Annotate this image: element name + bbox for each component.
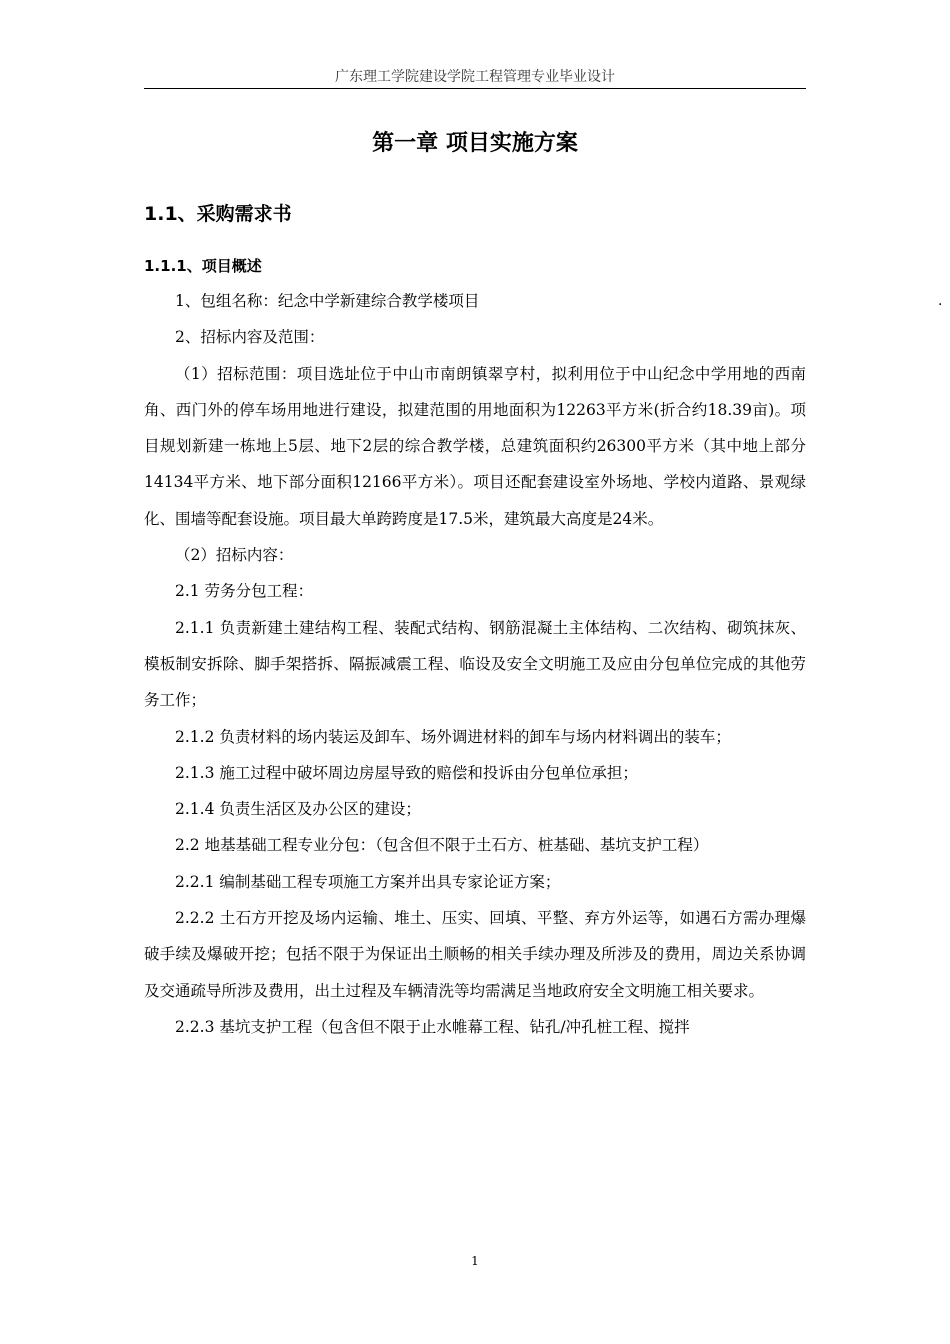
paragraph-2-1-4: 2.1.4 负责生活区及办公区的建设； xyxy=(175,800,421,819)
subsection-heading: 1.1.1、项目概述 xyxy=(144,257,262,275)
paragraph-2-1-1: 2.1.1 负责新建土建结构工程、装配式结构、钢筋混凝土主体结构、二次结构、砌筑抹灰、模板制安拆除、脚手架搭拆、隔振减震工程、临设及安全文明施工及应由分包单位完成的其他劳务工作； xyxy=(144,618,806,710)
paragraph-labor-subcontract: 2.1 劳务分包工程： xyxy=(175,582,314,601)
section-heading: 1.1、采购需求书 xyxy=(144,203,292,225)
edge-mark: · xyxy=(938,297,943,313)
paragraph-2-2: 2.2 地基基础工程专业分包：（包含但不限于土石方、桩基础、基坑支护工程） xyxy=(175,836,709,855)
paragraph-tender-scope: （1）招标范围：项目选址位于中山市南朗镇翠亨村，拟利用位于中山纪念中学用地的西南角、西门外的停车场用地进行建设，拟建范围的用地面积为12263平方米(折合约18.39亩)。项目规划新建一栋地上5层、地下2层的综合教学楼，总建筑面积约26300平方米（其中地上部分14134平方米、地下部分面积12166平方米）。项目还配套建设室外场地、学校内道路、景观绿化、围墙等配套设施。项目最大单跨跨度是17.5米，建筑最大高度是24米。 xyxy=(144,364,806,528)
body-text xyxy=(144,283,806,1045)
chapter-title: 第一章 项目实施方案 xyxy=(372,131,578,156)
paragraph-2-2-3: 2.2.3 基坑支护工程（包含但不限于止水帷幕工程、钻孔/冲孔桩工程、搅拌 xyxy=(175,1017,690,1036)
paragraph-2-2-1: 2.2.1 编制基础工程专项施工方案并出具专家论证方案； xyxy=(175,872,561,891)
page-header: 广东理工学院建设学院工程管理专业毕业设计 xyxy=(144,66,806,89)
paragraph-2-1-2: 2.1.2 负责材料的场内装运及卸车、场外调进材料的卸车与场内材料调出的装车； xyxy=(175,727,731,746)
paragraph-scope-heading: 2、招标内容及范围： xyxy=(175,328,325,347)
paragraph-2-2-2: 2.2.2 土石方开挖及场内运输、堆土、压实、回填、平整、弃方外运等，如遇石方需办理爆破手续及爆破开挖；包括不限于为保证出土顺畅的相关手续办理及所涉及的费用，周边关系协调及交通疏导所涉及费用，出土过程及车辆清洗等均需满足当地政府安全文明施工相关要求。 xyxy=(144,909,806,1000)
paragraph-tender-content: （2）招标内容： xyxy=(175,546,294,565)
page-number: 1 xyxy=(471,1254,479,1268)
paragraph-package-name: 1、包组名称：纪念中学新建综合教学楼项目 xyxy=(175,292,480,310)
paragraph-2-1-3: 2.1.3 施工过程中破坏周边房屋导致的赔偿和投诉由分包单位承担； xyxy=(175,763,638,782)
